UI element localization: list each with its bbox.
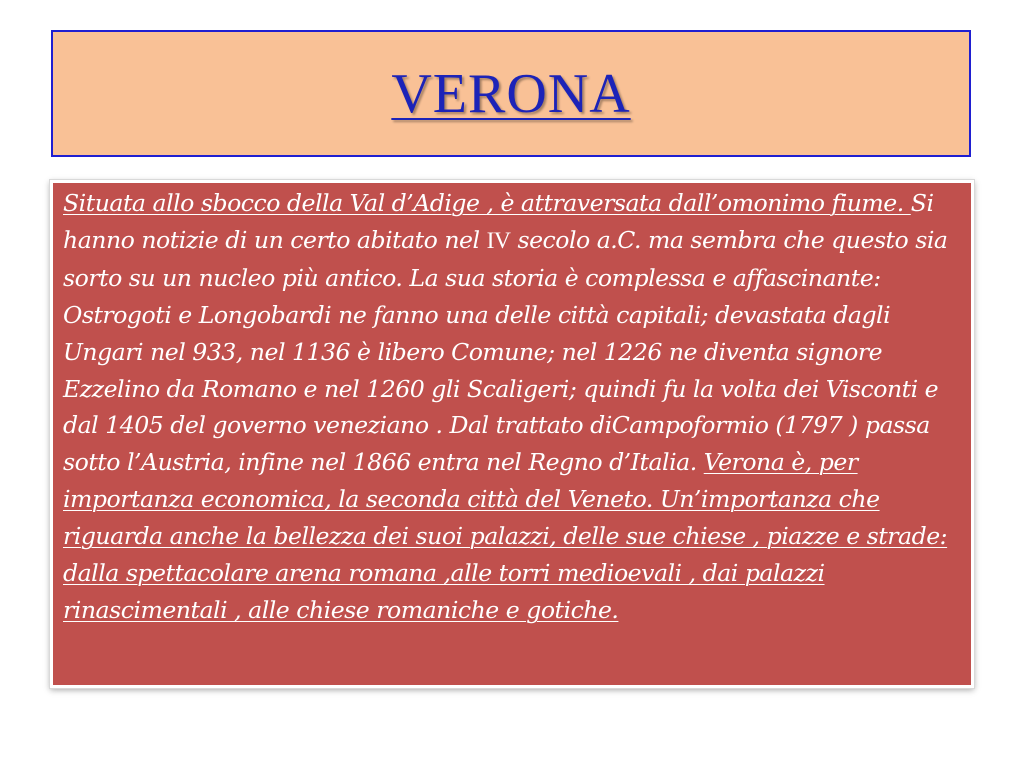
history-text-start: Si hanno notizie di un certo abitato nel <box>63 189 934 254</box>
slide-title: VERONA <box>391 62 631 125</box>
title-box <box>51 30 971 157</box>
century-numeral: IV <box>486 227 511 254</box>
history-text: secolo a.C. ma sembra che questo sia sorto su un nucleo più antico. La sua storia è complessa e affascinante: Ostrogoti e Longobardi ne fanno una delle città capitali; devastata dagli Ungari nel 933, nel 1136 è libero Comune; nel 1226 ne diventa signore Ezzelino da Romano e nel 1260 gli Scaligeri; quindi fu la volta dei Visconti e dal 1405 del governo veneziano . Dal trattato diCampoformio (1797 ) passa sotto l’Austria, infine nel 1866 entra nel Regno d’Italia. <box>63 225 948 477</box>
body-paragraph <box>63 185 959 629</box>
intro-underlined-text: Situata allo sbocco della Val d’Adige , è attraversata dall’omonimo fiume. <box>63 189 911 217</box>
importance-underlined-text: Verona è, per importanza economica, la seconda città del Veneto. Un’importanza che riguarda anche la bellezza dei suoi palazzi, delle sue chiese , piazze e strade: dalla spettacolare arena romana ,alle torri medioevali , dai palazzi rinascimentali , alle chiese romaniche e gotiche. <box>63 448 948 624</box>
body-text-box <box>50 180 974 688</box>
